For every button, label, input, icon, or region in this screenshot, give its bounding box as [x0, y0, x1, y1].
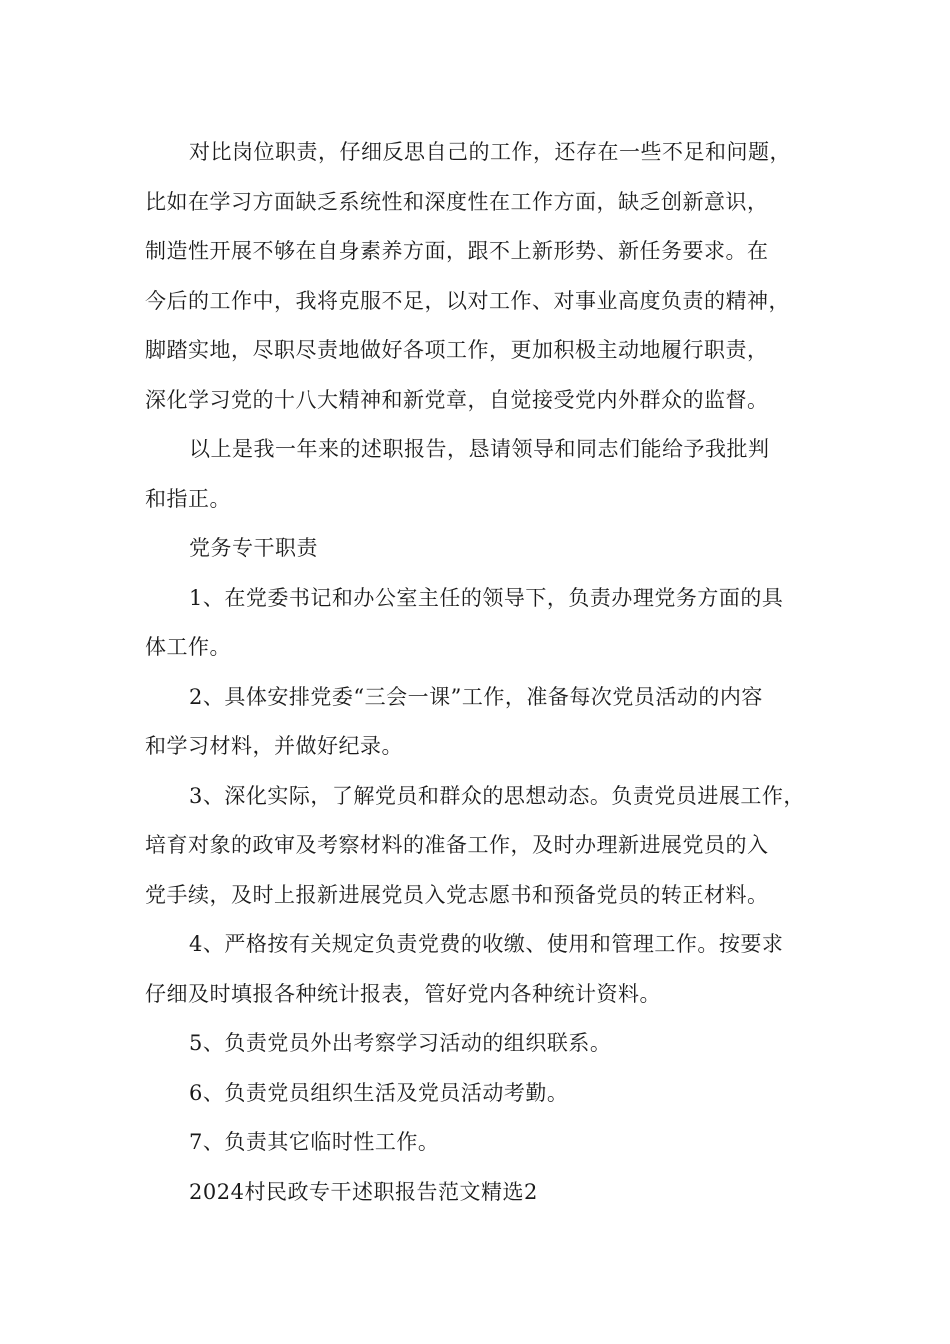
text-line: 7、负责其它临时性工作。 [189, 1130, 440, 1154]
next-section-title [145, 1168, 845, 1218]
duty-item-4 [145, 920, 845, 1019]
text-line: 制造性开展不够在自身素养方面，跟不上新形势、新任务要求。在 [145, 239, 769, 263]
duty-item-3 [145, 772, 845, 921]
text-line: 1、在党委书记和办公室主任的领导下，负责办理党务方面的具 [189, 585, 784, 610]
duty-item-7 [145, 1118, 845, 1168]
text-line: 体工作。 [145, 635, 231, 659]
text-line: 对比岗位职责，仔细反思自己的工作，还存在一些不足和问题， [189, 140, 791, 164]
text-line: 比如在学习方面缺乏系统性和深度性在工作方面，缺乏创新意识， [145, 189, 769, 214]
text-line: 3、深化实际，了解党员和群众的思想动态。负责党员进展工作， [189, 783, 805, 808]
text-line: 党务专干职责 [189, 536, 318, 560]
paragraph-self-reflection [145, 128, 845, 425]
text-line: 5、负责党员外出考察学习活动的组织联系。 [189, 1031, 612, 1055]
text-line: 2024村民政专干述职报告范文精选2 [189, 1179, 538, 1204]
text-line: 脚踏实地，尽职尽责地做好各项工作，更加积极主动地履行职责， [145, 338, 769, 362]
duty-item-5 [145, 1019, 845, 1069]
text-line: 仔细及时填报各种统计报表，管好党内各种统计资料。 [145, 981, 661, 1006]
text-line: 2、具体安排党委“三会一课”工作，准备每次党员活动的内容 [189, 684, 763, 709]
text-line: 党手续，及时上报新进展党员入党志愿书和预备党员的转正材料。 [145, 882, 769, 907]
text-line: 深化学习党的十八大精神和新党章，自觉接受党内外群众的监督。 [145, 387, 769, 412]
duty-item-6 [145, 1069, 845, 1119]
text-line: 以上是我一年来的述职报告，恳请领导和同志们能给予我批判 [189, 437, 770, 461]
text-line: 和学习材料，并做好纪录。 [145, 734, 403, 758]
text-line: 和指正。 [145, 486, 231, 511]
duty-item-1 [145, 574, 845, 673]
text-line: 培育对象的政审及考察材料的准备工作，及时办理新进展党员的入 [145, 833, 769, 857]
section-heading [145, 524, 845, 574]
duty-item-2 [145, 673, 845, 772]
text-line: 今后的工作中，我将克服不足，以对工作、对事业高度负责的精神， [145, 288, 790, 313]
text-line: 6、负责党员组织生活及党员活动考勤。 [189, 1080, 569, 1105]
text-line: 4、严格按有关规定负责党费的收缴、使用和管理工作。按要求 [189, 932, 784, 956]
document-body [145, 128, 845, 1217]
paragraph-closing [145, 425, 845, 524]
